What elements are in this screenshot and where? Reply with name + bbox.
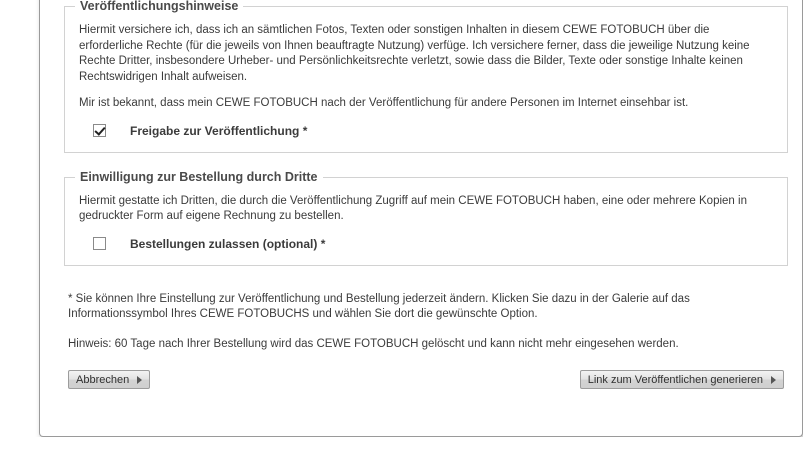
dialog-button-row: [64, 370, 788, 390]
third-party-order-title: Einwilligung zur Bestellung durch Dritte: [75, 170, 323, 184]
publish-dialog-content: [64, 0, 788, 426]
footnote-retention: Hinweis: 60 Tage nach Ihrer Bestellung wird das CEWE FOTOBUCH gelöscht und kann nicht mehr eingesehen werden.: [68, 337, 679, 350]
publication-notice-panel: [64, 0, 788, 153]
cancel-button[interactable]: [68, 370, 150, 389]
third-party-order-paragraph-1: Hiermit gestatte ich Dritten, die durch die Veröffentlichung Zugriff auf mein CEWE FOTOBUCH haben, eine oder mehrere Kopien in gedruckter Form auf eigene Rechnung zu bestellen.: [79, 194, 747, 222]
generate-link-button-label: Link zum Veröffentlichen generieren: [587, 373, 763, 386]
publication-consent-checkbox[interactable]: [93, 124, 106, 137]
third-party-order-panel: [64, 169, 788, 266]
page-background-left: [0, 0, 39, 469]
arrow-right-icon: [137, 376, 142, 384]
third-party-order-label: Bestellungen zulassen (optional) *: [130, 236, 326, 251]
page-background-bottom: [0, 437, 803, 469]
third-party-order-checkbox[interactable]: [93, 237, 106, 250]
arrow-right-icon: [771, 376, 776, 384]
generate-link-button[interactable]: [580, 370, 784, 389]
publication-notice-paragraph-1: Hiermit versichere ich, dass ich an sämtlichen Fotos, Texten oder sonstigen Inhalten in diesem CEWE FOTOBUCH über die erforderliche Rechte (für die jeweils von Ihnen beauftragte Nutzung) verfüge. Ich versichere ferner, dass die jeweilige Nutzung keine Rechte Dritter, insbesondere Urheber- und Persönlichkeitsrechte verletzt, sowie dass die Bilder, Texte oder sonstige Inhalte keinen Rechtswidrigen Inhalt aufweisen.: [79, 24, 750, 83]
third-party-order-row[interactable]: [93, 237, 773, 251]
publication-consent-label: Freigabe zur Veröffentlichung *: [130, 123, 308, 138]
publication-notice-title: Veröffentlichungshinweise: [75, 0, 243, 13]
publication-consent-row[interactable]: [93, 124, 773, 138]
cancel-button-label: Abbrechen: [76, 373, 130, 386]
publish-dialog-window: [39, 0, 803, 437]
footnotes: [64, 292, 788, 353]
footnote-settings: * Sie können Ihre Einstellung zur Veröffentlichung und Bestellung jederzeit ändern. Klicken Sie dazu in der Galerie auf das Informationssymbol Ihres CEWE FOTOBUCHS und wählen Sie dort die gewünschte Option.: [68, 292, 690, 320]
publication-notice-paragraph-2: Mir ist bekannt, dass mein CEWE FOTOBUCH nach der Veröffentlichung für andere Personen im Internet einsehbar ist.: [79, 97, 689, 109]
